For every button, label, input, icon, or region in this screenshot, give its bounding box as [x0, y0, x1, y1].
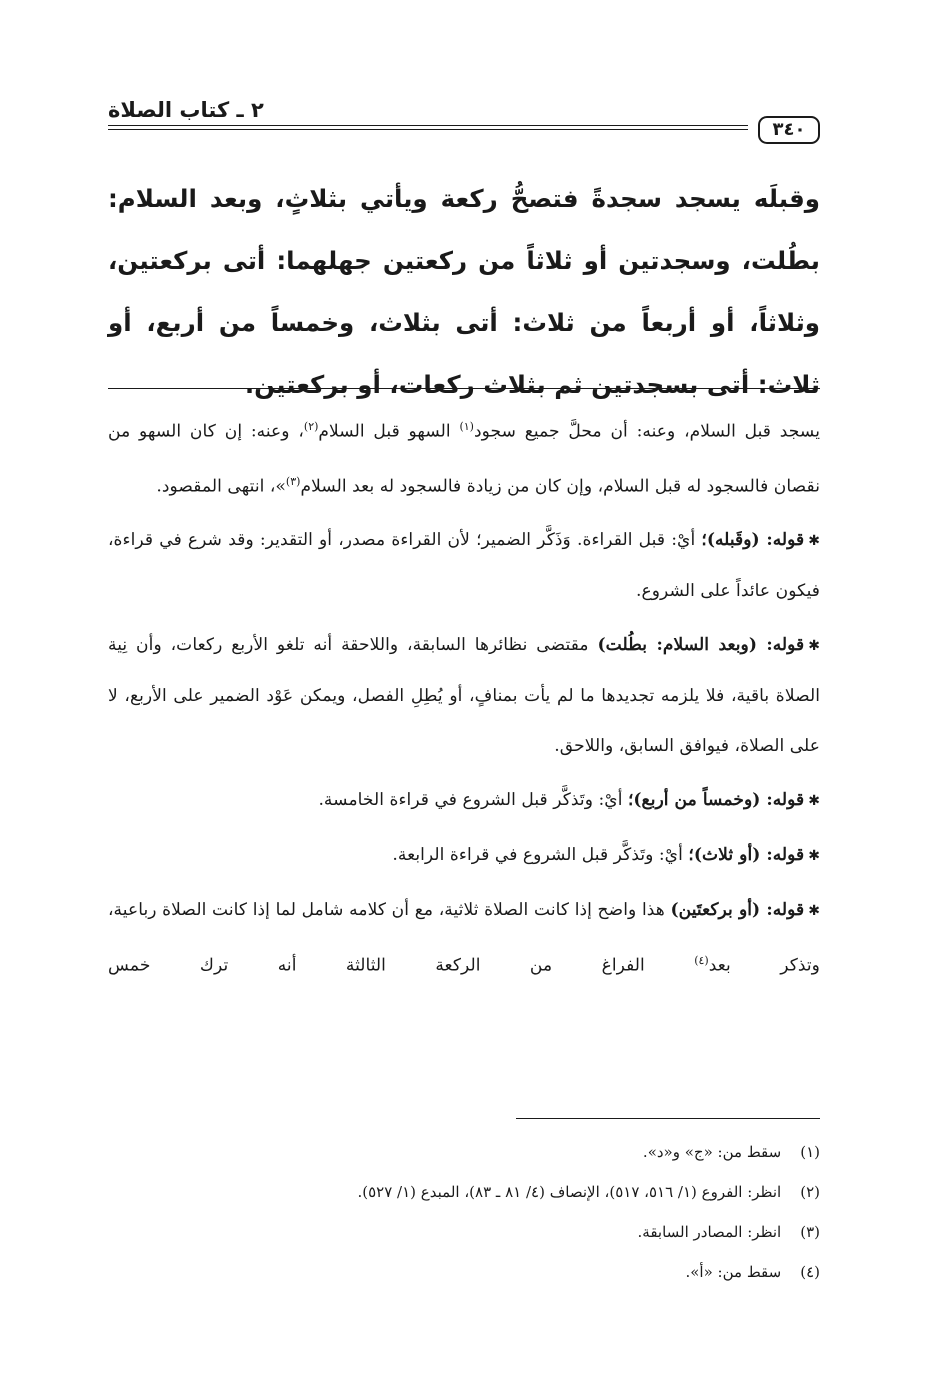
footnote-number: (٣)	[800, 1223, 820, 1241]
footnote	[108, 1212, 820, 1252]
commentary-paragraph	[108, 402, 820, 511]
matn-divider	[108, 388, 820, 389]
footnote-number: (١)	[800, 1143, 820, 1161]
commentary-text: مقتضى نظائرها السابقة، واللاحقة أنه تلغو الأربع ركعات، وأن نِية الصلاة باقية، فلا يلزمه تجديدها ما لم يأت بمنافٍ، أو يُطِلِ الفصل، ويمكن عَوْد الضمير على الأربع، لا على الصلاة، فيوافق السابق، واللاحق.	[108, 635, 820, 757]
footnote-number: (٤)	[800, 1263, 820, 1281]
footnotes	[108, 1132, 820, 1292]
commentary-lead: قوله: (وقَبله)؛	[701, 530, 805, 551]
commentary-text: أيْ: وتَذكَّر قبل الشروع في قراءة الخامسة.	[318, 790, 628, 811]
commentary-lead: قوله: (أو بركعتَين)	[670, 900, 805, 921]
page-header	[108, 96, 820, 140]
bullet-icon: ✱	[808, 848, 820, 865]
commentary-paragraph	[108, 620, 820, 771]
commentary-text: »، انتهى المقصود.	[156, 476, 286, 497]
footnote-divider	[516, 1118, 820, 1119]
commentary-lead: قوله: (وخمساً من أربع)؛	[627, 790, 805, 811]
header-rule	[108, 125, 748, 126]
commentary-lead: قوله: (وبعد السلام: بطُلت)	[597, 635, 805, 656]
footnote-ref[interactable]: (٣)	[285, 474, 301, 488]
commentary-paragraph	[108, 775, 820, 826]
chapter-title: ٢ ـ كتاب الصلاة	[108, 98, 264, 122]
footnote-text: سقط من: «أ».	[685, 1263, 782, 1281]
footnote-text: سقط من: «ج» و«د».	[642, 1143, 782, 1161]
footnote-text: انظر: المصادر السابقة.	[637, 1223, 782, 1241]
header-rule	[108, 129, 748, 130]
commentary-text: أيْ: وتَذكَّر قبل الشروع في قراءة الرابعة.	[392, 845, 689, 866]
page-number: ٣٤٠	[758, 116, 820, 144]
footnote-number: (٢)	[800, 1183, 820, 1201]
commentary-text: السهو قبل السلام	[318, 421, 460, 442]
commentary-paragraph	[108, 830, 820, 881]
footnote-ref[interactable]: (١)	[459, 420, 474, 433]
footnote	[108, 1252, 820, 1292]
commentary	[108, 402, 820, 995]
bullet-icon: ✱	[808, 903, 820, 920]
bullet-icon: ✱	[808, 638, 820, 655]
footnote	[108, 1172, 820, 1212]
matn-text: وقبلَه يسجد سجدةً فتصحُّ ركعة ويأتي بثلاثٍ، وبعد السلام: بطُلت، وسجدتين أو ثلاثاً من ركعتين جهلهما: أتى بركعتين، وثلاثاً، أو أربعاً من ثلاث: أتى بثلاث، وخمساً من أربع، أو ثلاث: أتى بسجدتين ثم بثلاث ركعات، أو بركعتين.	[108, 184, 820, 399]
bullet-icon: ✱	[808, 793, 820, 810]
footnote-ref[interactable]: (٢)	[303, 420, 319, 433]
bullet-icon: ✱	[808, 533, 820, 550]
commentary-lead: قوله: (أو ثلاث)؛	[688, 845, 805, 866]
footnote-ref[interactable]: (٤)	[694, 954, 709, 968]
footnote	[108, 1132, 820, 1172]
footnote-text: انظر: الفروع (١/ ٥١٦، ٥١٧)، الإنصاف (٤/ ٨١ ـ ٨٣)، المبدع (١/ ٥٢٧).	[357, 1183, 782, 1201]
commentary-paragraph	[108, 515, 820, 616]
commentary-paragraph	[108, 885, 820, 991]
commentary-text: أيْ: قبل القراءة. وَذَكَّر الضمير؛ لأن القراءة مصدر، أو التقدير: وقد شرع في قراءة، فيكون عائداً على الشروع.	[108, 530, 820, 602]
commentary-text: ، وعنه: إن كان السهو من نقصان فالسجود له قبل السلام، وإن كان من زيادة فالسجود له بعد السلام	[108, 421, 820, 497]
commentary-text: هذا واضح إذا كانت الصلاة ثلاثية، مع أن كلامه شامل لما إذا كانت الصلاة رباعية، وتذكر بعد	[108, 900, 820, 977]
commentary-text: يسجد قبل السلام، وعنه: أن محلَّ جميع سجود	[473, 421, 820, 442]
commentary-text: الفراغ من الركعة الثالثة أنه ترك خمس	[108, 956, 695, 977]
